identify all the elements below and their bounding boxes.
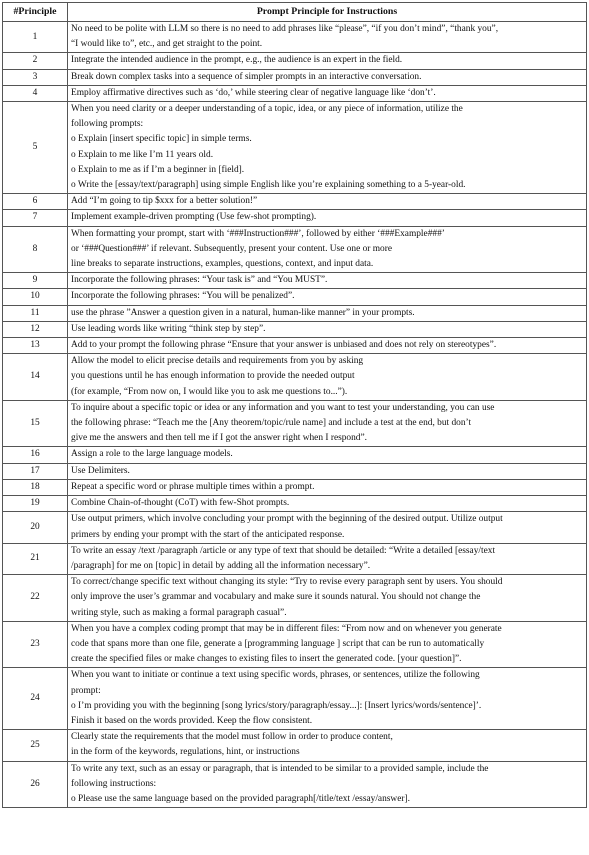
table-row	[3, 761, 587, 808]
instruction-line: Add to your prompt the following phrase “Ensure that your answer is unbiased and does not rely on stereotypes”.	[71, 340, 497, 351]
table-row	[3, 226, 587, 273]
table-row	[3, 273, 587, 289]
principle-number: 15	[3, 400, 68, 447]
instruction-line: following instructions:	[71, 778, 157, 789]
table-row	[3, 289, 587, 305]
principle-number: 26	[3, 761, 68, 808]
principle-number: 16	[3, 447, 68, 463]
instruction-line: Break down complex tasks into a sequence of simpler prompts in an interactive conversation.	[71, 71, 422, 82]
table-row	[3, 194, 587, 210]
instructions-header: Prompt Principle for Instructions	[68, 3, 587, 22]
instruction-line: only improve the user’s grammar and vocabulary and make sure it sounds natural. You should not change the	[71, 592, 481, 603]
principle-number: 20	[3, 512, 68, 543]
principle-number: 22	[3, 575, 68, 622]
principle-number: 18	[3, 479, 68, 495]
instruction-line: following prompts:	[71, 119, 144, 130]
instruction-line: prompt:	[71, 685, 101, 696]
instruction-line: Combine Chain-of-thought (CoT) with few-Shot prompts.	[71, 498, 290, 509]
instruction-line: o Write the [essay/text/paragraph] using simple English like you’re explaining something to a 5-year-old.	[71, 180, 466, 191]
table-header-row	[3, 3, 587, 22]
table-row	[3, 512, 587, 543]
instruction-line: Clearly state the requirements that the model must follow in order to produce content,	[71, 732, 393, 743]
instruction-line: Add “I’m going to tip $xxx for a better solution!”	[71, 196, 258, 207]
table-row	[3, 730, 587, 761]
instruction-line: When you have a complex coding prompt that may be in different files: “From now and on whenever you generate	[71, 623, 502, 634]
principle-instruction	[68, 273, 587, 289]
principle-instruction	[68, 305, 587, 321]
principle-number: 14	[3, 354, 68, 401]
principle-instruction	[68, 338, 587, 354]
principle-number: 4	[3, 85, 68, 101]
principle-number: 17	[3, 463, 68, 479]
principle-instruction	[68, 479, 587, 495]
principle-number: 11	[3, 305, 68, 321]
instruction-line: Employ affirmative directives such as ‘do,’ while steering clear of negative language like ‘don’t’.	[71, 87, 436, 98]
principle-number: 21	[3, 543, 68, 574]
principle-instruction	[68, 69, 587, 85]
principle-number: 1	[3, 22, 68, 53]
instruction-line: you questions until he has enough information to provide the needed output	[71, 371, 355, 382]
instruction-line: or ‘###Question###’ if relevant. Subsequently, present your content. Use one or more	[71, 243, 393, 254]
table-row	[3, 447, 587, 463]
principle-number: 23	[3, 621, 68, 668]
instruction-line: Incorporate the following phrases: “You will be penalized”.	[71, 291, 295, 302]
principle-instruction	[68, 447, 587, 463]
instruction-line: To correct/change specific text without changing its style: “Try to revise every paragraph sent by users. You should	[71, 577, 503, 588]
principle-number: 12	[3, 321, 68, 337]
instruction-line: Integrate the intended audience in the prompt, e.g., the audience is an expert in the field.	[71, 55, 403, 66]
principle-number: 8	[3, 226, 68, 273]
instruction-line: o Explain to me like I’m 11 years old.	[71, 149, 214, 160]
principle-instruction	[68, 289, 587, 305]
principle-number: 19	[3, 496, 68, 512]
table-row	[3, 210, 587, 226]
principles-table	[2, 2, 587, 808]
table-row	[3, 668, 587, 730]
table-row	[3, 354, 587, 401]
principle-number: 10	[3, 289, 68, 305]
table-row	[3, 621, 587, 668]
instruction-line: in the form of the keywords, regulations, hint, or instructions	[71, 747, 300, 758]
instruction-line: Implement example-driven prompting (Use few-shot prompting).	[71, 212, 317, 223]
principle-number: 13	[3, 338, 68, 354]
instruction-line: To inquire about a specific topic or idea or any information and you want to test your understanding, you can use	[71, 402, 495, 413]
instruction-line: “I would like to”, etc., and get straight to the point.	[71, 39, 263, 50]
principle-instruction	[68, 730, 587, 761]
instruction-line: Incorporate the following phrases: “Your task is” and “You MUST”.	[71, 275, 328, 286]
instruction-line: (for example, “From now on, I would like you to ask me questions to...”).	[71, 386, 348, 397]
instruction-line: the following phrase: “Teach me the [Any theorem/topic/rule name] and include a test at the end, but don’t	[71, 418, 472, 429]
principle-instruction	[68, 85, 587, 101]
principle-instruction	[68, 621, 587, 668]
instruction-line: When you need clarity or a deeper understanding of a topic, idea, or any piece of information, utilize the	[71, 104, 463, 115]
principle-instruction	[68, 53, 587, 69]
principle-instruction	[68, 210, 587, 226]
table-row	[3, 22, 587, 53]
principle-instruction	[68, 354, 587, 401]
principle-instruction	[68, 512, 587, 543]
table-row	[3, 53, 587, 69]
principle-instruction	[68, 668, 587, 730]
principle-instruction	[68, 761, 587, 808]
table-row	[3, 496, 587, 512]
instruction-line: When you want to initiate or continue a text using specific words, phrases, or sentences, utilize the following	[71, 670, 480, 681]
table-row	[3, 463, 587, 479]
table-row	[3, 85, 587, 101]
instruction-line: Finish it based on the words provided. Keep the flow consistent.	[71, 715, 313, 726]
instruction-line: o Please use the same language based on the provided paragraph[/title/text /essay/answer].	[71, 793, 410, 804]
principle-instruction	[68, 22, 587, 53]
instruction-line: Use Delimiters.	[71, 465, 130, 476]
principle-instruction	[68, 496, 587, 512]
table-row	[3, 543, 587, 574]
principle-number: 7	[3, 210, 68, 226]
principle-instruction	[68, 102, 587, 194]
instruction-line: create the specified files or make changes to existing files to insert the generated code. [your question]”.	[71, 654, 462, 665]
table-row	[3, 479, 587, 495]
principle-number: 5	[3, 102, 68, 194]
principle-number: 2	[3, 53, 68, 69]
instruction-line: writing style, such as making a formal paragraph casual”.	[71, 607, 287, 618]
instruction-line: give me the answers and then tell me if I got the answer right when I respond”.	[71, 433, 368, 444]
principle-number: 6	[3, 194, 68, 210]
principle-instruction	[68, 226, 587, 273]
instruction-line: Repeat a specific word or phrase multiple times within a prompt.	[71, 481, 315, 492]
instruction-line: When formatting your prompt, start with ‘###Instruction###’, followed by either ‘###Example###’	[71, 228, 445, 239]
table-row	[3, 575, 587, 622]
principles-table-body	[3, 22, 587, 808]
instruction-line: No need to be polite with LLM so there is no need to add phrases like “please”, “if you don’t mind”, “thank you”,	[71, 24, 499, 34]
principle-number: 9	[3, 273, 68, 289]
table-row	[3, 321, 587, 337]
principle-instruction	[68, 400, 587, 447]
instruction-line: Assign a role to the large language models.	[71, 449, 233, 460]
table-row	[3, 305, 587, 321]
principle-number-header: #Principle	[3, 3, 68, 22]
instruction-line: o Explain to me as if I’m a beginner in [field].	[71, 164, 245, 175]
principle-instruction	[68, 463, 587, 479]
instruction-line: Use output primers, which involve concluding your prompt with the beginning of the desired output. Utilize output	[71, 514, 503, 525]
principle-number: 24	[3, 668, 68, 730]
principle-instruction	[68, 575, 587, 622]
instruction-line: Use leading words like writing “think step by step”.	[71, 323, 266, 334]
principle-instruction	[68, 543, 587, 574]
table-row	[3, 400, 587, 447]
instruction-line: o Explain [insert specific topic] in simple terms.	[71, 134, 252, 145]
table-row	[3, 102, 587, 194]
instruction-line: o I’m providing you with the beginning [song lyrics/story/paragraph/essay...]: [Insert lyrics/words/sentence]’.	[71, 700, 482, 711]
principle-instruction	[68, 194, 587, 210]
principle-number: 25	[3, 730, 68, 761]
instruction-line: Allow the model to elicit precise details and requirements from you by asking	[71, 356, 364, 367]
table-row	[3, 69, 587, 85]
instruction-line: primers by ending your prompt with the start of the anticipated response.	[71, 529, 345, 540]
instruction-line: line breaks to separate instructions, examples, questions, context, and input data.	[71, 259, 374, 270]
instruction-line: To write an essay /text /paragraph /article or any type of text that should be detailed: “Write a detailed [essay/text	[71, 545, 496, 556]
table-row	[3, 338, 587, 354]
instruction-line: use the phrase ”Answer a question given in a natural, human-like manner” in your prompts.	[71, 307, 415, 318]
principle-instruction	[68, 321, 587, 337]
instruction-line: code that spans more than one file, generate a [programming language ] script that can be run to automatically	[71, 638, 485, 649]
instruction-line: /paragraph] for me on [topic] in detail by adding all the information necessary”.	[71, 560, 371, 571]
instruction-line: To write any text, such as an essay or paragraph, that is intended to be similar to a provided sample, include the	[71, 763, 489, 774]
principle-number: 3	[3, 69, 68, 85]
